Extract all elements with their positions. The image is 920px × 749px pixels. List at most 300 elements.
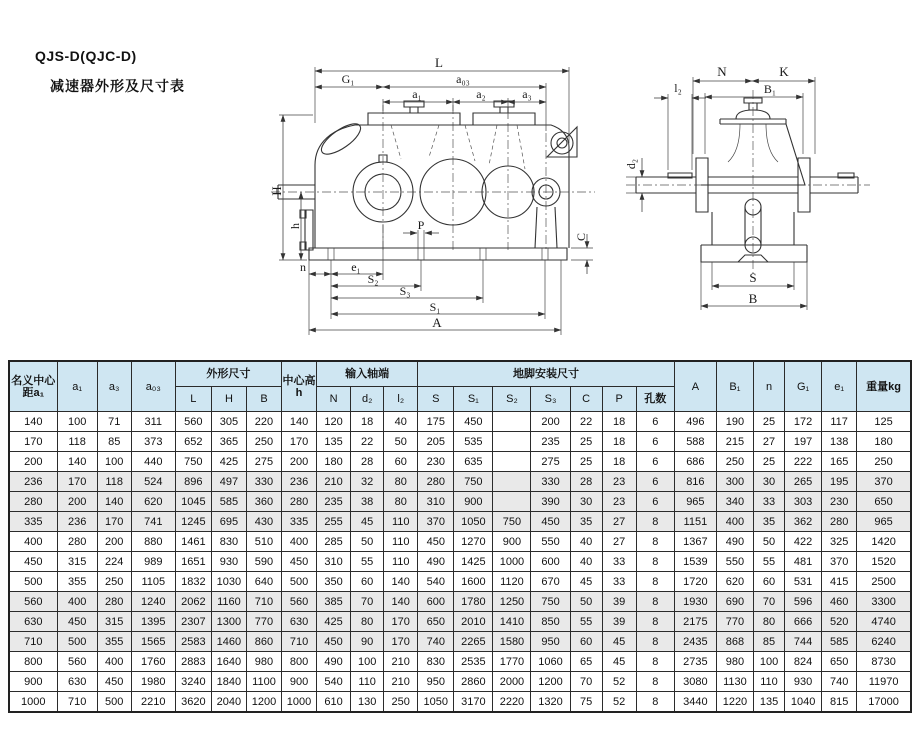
table-cell: 50	[570, 592, 602, 612]
table-cell: 65	[570, 652, 602, 672]
col-header-S2: S₂	[493, 387, 531, 412]
table-cell: 2000	[493, 672, 531, 692]
table-body	[9, 412, 911, 713]
col-header-B1: B₁	[716, 361, 753, 412]
table-cell: 197	[785, 432, 822, 452]
table-cell: 2883	[175, 652, 211, 672]
table-cell: 816	[674, 472, 716, 492]
table-cell: 210	[384, 672, 418, 692]
table-cell: 100	[753, 652, 784, 672]
col-header-A: A	[674, 361, 716, 412]
dim-label-a3: a₃	[522, 87, 532, 101]
col-header-nominal-center-distance: 名义中心距a₁	[9, 361, 57, 412]
table-row	[9, 472, 911, 492]
table-cell: 310	[317, 552, 351, 572]
table-cell: 1520	[857, 552, 911, 572]
table-cell: 400	[282, 532, 317, 552]
table-cell: 524	[131, 472, 175, 492]
table-cell: 35	[753, 512, 784, 532]
table-cell: 8	[636, 612, 674, 632]
table-cell: 1120	[493, 572, 531, 592]
table-cell: 390	[531, 492, 570, 512]
table-cell: 40	[570, 552, 602, 572]
dim-label-N: N	[717, 64, 727, 79]
table-cell: 25	[570, 432, 602, 452]
table-cell: 335	[9, 512, 57, 532]
table-cell: 335	[282, 512, 317, 532]
table-cell: 236	[9, 472, 57, 492]
table-cell: 3440	[674, 692, 716, 713]
table-cell: 450	[317, 632, 351, 652]
table-cell: 80	[384, 472, 418, 492]
table-cell: 195	[822, 472, 857, 492]
table-cell: 28	[351, 452, 384, 472]
table-cell: 1060	[531, 652, 570, 672]
table-cell: 450	[97, 672, 131, 692]
table-cell: 2860	[454, 672, 493, 692]
table-cell: 400	[716, 512, 753, 532]
table-cell	[493, 492, 531, 512]
table-cell: 900	[282, 672, 317, 692]
table-cell: 40	[570, 532, 602, 552]
table-cell: 496	[674, 412, 716, 432]
table-cell: 370	[857, 472, 911, 492]
table-cell: 666	[785, 612, 822, 632]
table-cell: 500	[9, 572, 57, 592]
table-cell: 22	[351, 432, 384, 452]
table-cell: 200	[97, 532, 131, 552]
table-cell: 210	[384, 652, 418, 672]
table-cell: 180	[317, 452, 351, 472]
table-cell: 45	[351, 512, 384, 532]
table-cell: 3080	[674, 672, 716, 692]
dim-label-n: n	[300, 260, 306, 274]
table-cell: 110	[351, 672, 384, 692]
table-cell: 50	[351, 532, 384, 552]
table-cell: 588	[674, 432, 716, 452]
end-view-centerlines	[626, 90, 870, 274]
table-cell: 250	[246, 432, 281, 452]
table-cell: 930	[785, 672, 822, 692]
table-cell: 310	[418, 492, 454, 512]
table-cell: 620	[131, 492, 175, 512]
table-cell: 868	[716, 632, 753, 652]
table-cell: 325	[822, 532, 857, 552]
table-cell: 280	[418, 472, 454, 492]
table-cell: 950	[531, 632, 570, 652]
table-cell: 740	[418, 632, 454, 652]
table-cell: 630	[57, 672, 97, 692]
table-cell: 6	[636, 412, 674, 432]
table-cell: 1151	[674, 512, 716, 532]
table-cell: 17000	[857, 692, 911, 713]
table-cell: 6	[636, 452, 674, 472]
table-cell: 450	[57, 612, 97, 632]
table-cell: 355	[97, 632, 131, 652]
table-cell: 481	[785, 552, 822, 572]
side-view-bolt-slots	[328, 230, 548, 260]
table-cell: 60	[351, 572, 384, 592]
col-header-S3: S₃	[531, 387, 570, 412]
table-cell: 560	[9, 592, 57, 612]
table-cell: 100	[351, 652, 384, 672]
table-cell: 45	[570, 572, 602, 592]
table-cell: 750	[454, 472, 493, 492]
table-cell: 540	[418, 572, 454, 592]
table-cell: 280	[9, 492, 57, 512]
table-cell: 52	[602, 692, 636, 713]
table-cell: 550	[531, 532, 570, 552]
table-cell: 650	[857, 492, 911, 512]
table-row	[9, 512, 911, 532]
dim-label-S1: S₁	[429, 300, 441, 314]
table-cell: 1420	[857, 532, 911, 552]
table-cell: 138	[822, 432, 857, 452]
table-cell: 600	[531, 552, 570, 572]
table-cell: 200	[282, 452, 317, 472]
table-cell: 280	[822, 512, 857, 532]
dim-label-L: L	[435, 55, 443, 70]
table-row	[9, 592, 911, 612]
table-cell: 340	[716, 492, 753, 512]
table-cell: 205	[418, 432, 454, 452]
table-cell: 1100	[246, 672, 281, 692]
table-cell: 6	[636, 432, 674, 452]
table-cell: 585	[211, 492, 246, 512]
table-cell: 85	[97, 432, 131, 452]
table-cell: 50	[753, 532, 784, 552]
table-cell: 40	[384, 412, 418, 432]
dim-label-a03: a₀₃	[456, 72, 470, 86]
table-cell: 650	[822, 652, 857, 672]
end-view-housing-outline	[636, 98, 858, 262]
table-cell: 1040	[785, 692, 822, 713]
table-cell: 45	[602, 632, 636, 652]
table-cell: 531	[785, 572, 822, 592]
table-cell: 305	[211, 412, 246, 432]
table-cell: 100	[57, 412, 97, 432]
table-cell: 1220	[716, 692, 753, 713]
table-cell: 190	[716, 412, 753, 432]
table-cell: 8	[636, 672, 674, 692]
table-cell: 1720	[674, 572, 716, 592]
col-header-a1: a₁	[57, 361, 97, 412]
table-cell: 8	[636, 692, 674, 713]
table-cell: 950	[418, 672, 454, 692]
table-cell: 710	[9, 632, 57, 652]
table-cell: 2535	[454, 652, 493, 672]
col-header-d2: d₂	[351, 387, 384, 412]
table-cell: 165	[822, 452, 857, 472]
dim-label-H: H	[269, 186, 284, 196]
table-cell	[493, 452, 531, 472]
dim-label-C: C	[574, 232, 588, 242]
table-cell: 2265	[454, 632, 493, 652]
table-cell: 70	[351, 592, 384, 612]
table-cell: 610	[317, 692, 351, 713]
table-row	[9, 692, 911, 713]
table-cell: 1410	[493, 612, 531, 632]
table-cell: 230	[418, 452, 454, 472]
table-cell: 235	[531, 432, 570, 452]
table-cell: 2062	[175, 592, 211, 612]
table-cell: 1000	[9, 692, 57, 713]
table-cell: 175	[418, 412, 454, 432]
table-cell: 640	[246, 572, 281, 592]
table-cell: 425	[211, 452, 246, 472]
table-cell: 350	[317, 572, 351, 592]
side-view-housing-outline	[278, 101, 577, 260]
table-cell: 600	[418, 592, 454, 612]
col-group-foundation-mounting: 地脚安装尺寸	[418, 361, 675, 387]
table-cell: 125	[857, 412, 911, 432]
dim-label-S: S	[749, 270, 757, 285]
col-header-L: L	[175, 387, 211, 412]
table-cell: 22	[570, 412, 602, 432]
col-header-a3: a₃	[97, 361, 131, 412]
table-cell: 965	[857, 512, 911, 532]
table-cell: 75	[570, 692, 602, 713]
table-cell: 2500	[857, 572, 911, 592]
col-header-N: N	[317, 387, 351, 412]
table-cell: 989	[131, 552, 175, 572]
table-cell: 930	[211, 552, 246, 572]
col-header-a03: a₀₃	[131, 361, 175, 412]
table-cell: 360	[246, 492, 281, 512]
table-cell: 140	[57, 452, 97, 472]
table-cell: 750	[175, 452, 211, 472]
table-cell: 650	[418, 612, 454, 632]
table-cell: 500	[97, 692, 131, 713]
dim-label-G1: G₁	[341, 72, 355, 86]
table-cell: 740	[822, 672, 857, 692]
table-cell: 2040	[211, 692, 246, 713]
col-group-outline-size: 外形尺寸	[175, 361, 281, 387]
table-cell: 330	[531, 472, 570, 492]
table-cell: 900	[9, 672, 57, 692]
table-cell	[493, 432, 531, 452]
table-cell: 1045	[175, 492, 211, 512]
table-cell: 630	[282, 612, 317, 632]
table-cell: 300	[716, 472, 753, 492]
table-cell: 285	[317, 532, 351, 552]
table-cell: 4740	[857, 612, 911, 632]
table-cell: 800	[282, 652, 317, 672]
table-cell: 52	[602, 672, 636, 692]
dimension-table	[8, 360, 912, 713]
table-cell: 1367	[674, 532, 716, 552]
table-cell: 215	[716, 432, 753, 452]
table-cell: 8730	[857, 652, 911, 672]
table-cell: 200	[57, 492, 97, 512]
table-cell: 170	[9, 432, 57, 452]
table-cell: 265	[785, 472, 822, 492]
table-cell: 38	[351, 492, 384, 512]
table-cell: 1425	[454, 552, 493, 572]
table-cell: 385	[317, 592, 351, 612]
table-cell: 180	[857, 432, 911, 452]
table-cell: 830	[418, 652, 454, 672]
table-cell: 1250	[493, 592, 531, 612]
table-cell: 422	[785, 532, 822, 552]
table-cell: 170	[384, 632, 418, 652]
dim-label-A: A	[432, 315, 442, 330]
table-cell: 815	[822, 692, 857, 713]
table-cell: 1200	[246, 692, 281, 713]
table-cell: 1245	[175, 512, 211, 532]
table-cell: 118	[57, 432, 97, 452]
col-header-G1: G₁	[785, 361, 822, 412]
table-cell: 750	[493, 512, 531, 532]
table-cell: 1461	[175, 532, 211, 552]
table-cell: 8	[636, 572, 674, 592]
table-cell: 135	[753, 692, 784, 713]
table-cell: 355	[57, 572, 97, 592]
table-cell: 250	[97, 572, 131, 592]
table-cell: 710	[57, 692, 97, 713]
table-cell: 200	[9, 452, 57, 472]
table-cell: 652	[175, 432, 211, 452]
table-cell: 1640	[211, 652, 246, 672]
table-cell: 510	[246, 532, 281, 552]
table-cell: 550	[716, 552, 753, 572]
table-cell: 236	[282, 472, 317, 492]
table-cell: 140	[9, 412, 57, 432]
table-cell: 980	[246, 652, 281, 672]
table-cell: 1780	[454, 592, 493, 612]
table-cell: 980	[716, 652, 753, 672]
table-cell: 362	[785, 512, 822, 532]
table-cell: 460	[822, 592, 857, 612]
col-group-input-shaft: 输入轴端	[317, 361, 418, 387]
table-cell: 500	[282, 572, 317, 592]
table-cell: 1050	[418, 692, 454, 713]
table-cell: 535	[454, 432, 493, 452]
table-row	[9, 432, 911, 452]
table-cell: 200	[531, 412, 570, 432]
col-header-S: S	[418, 387, 454, 412]
table-cell: 8	[636, 532, 674, 552]
table-cell: 60	[570, 632, 602, 652]
table-cell: 170	[282, 432, 317, 452]
table-cell: 1832	[175, 572, 211, 592]
dim-label-e1: e₁	[351, 260, 361, 274]
table-cell: 170	[57, 472, 97, 492]
table-cell: 497	[211, 472, 246, 492]
table-cell: 60	[384, 452, 418, 472]
table-cell: 303	[785, 492, 822, 512]
table-cell: 1600	[454, 572, 493, 592]
table-cell: 80	[351, 612, 384, 632]
table-cell: 110	[384, 532, 418, 552]
table-cell: 896	[175, 472, 211, 492]
table-cell: 71	[97, 412, 131, 432]
table-cell: 33	[753, 492, 784, 512]
table-cell: 28	[570, 472, 602, 492]
table-cell: 450	[282, 552, 317, 572]
table-cell: 880	[131, 532, 175, 552]
table-cell: 370	[822, 552, 857, 572]
col-header-B: B	[246, 387, 281, 412]
table-cell: 1240	[131, 592, 175, 612]
table-cell: 50	[384, 432, 418, 452]
table-cell: 824	[785, 652, 822, 672]
table-cell: 250	[857, 452, 911, 472]
col-header-C: C	[570, 387, 602, 412]
table-cell: 140	[384, 572, 418, 592]
table-cell: 1130	[716, 672, 753, 692]
table-cell: 25	[753, 452, 784, 472]
table-cell: 3170	[454, 692, 493, 713]
table-cell: 2220	[493, 692, 531, 713]
table-cell: 70	[753, 592, 784, 612]
table-cell: 490	[716, 532, 753, 552]
table-cell: 1270	[454, 532, 493, 552]
table-row	[9, 612, 911, 632]
table-cell: 60	[753, 572, 784, 592]
table-cell: 8	[636, 632, 674, 652]
table-cell: 315	[57, 552, 97, 572]
dim-label-a1: a₁	[412, 87, 422, 101]
table-cell: 965	[674, 492, 716, 512]
table-cell: 1565	[131, 632, 175, 652]
table-cell: 135	[317, 432, 351, 452]
table-cell: 25	[570, 452, 602, 472]
table-cell: 450	[454, 412, 493, 432]
page-title-model: QJS-D(QJC-D)	[35, 48, 137, 64]
table-cell: 210	[317, 472, 351, 492]
table-cell: 110	[753, 672, 784, 692]
table-cell: 750	[531, 592, 570, 612]
table-cell: 400	[57, 592, 97, 612]
col-header-e1: e₁	[822, 361, 857, 412]
table-cell: 70	[570, 672, 602, 692]
table-cell: 1395	[131, 612, 175, 632]
table-cell: 2010	[454, 612, 493, 632]
table-cell: 630	[9, 612, 57, 632]
col-header-center-height: 中心高h	[282, 361, 317, 412]
table-cell: 585	[822, 632, 857, 652]
dim-label-B: B	[748, 291, 758, 306]
table-cell: 1930	[674, 592, 716, 612]
table-cell: 330	[246, 472, 281, 492]
table-cell: 8	[636, 512, 674, 532]
table-cell: 520	[822, 612, 857, 632]
dim-label-l2: l₂	[674, 81, 682, 95]
page-title-caption: 减速器外形及尺寸表	[50, 78, 185, 94]
table-cell: 45	[602, 652, 636, 672]
col-header-l2: l₂	[384, 387, 418, 412]
table-cell: 1539	[674, 552, 716, 572]
table-cell: 280	[97, 592, 131, 612]
table-row	[9, 412, 911, 432]
table-cell: 1000	[493, 552, 531, 572]
dim-label-B1: B₁	[763, 82, 777, 96]
table-row	[9, 452, 911, 472]
table-cell: 25	[753, 412, 784, 432]
table-cell: 3300	[857, 592, 911, 612]
dim-label-S3: S₃	[399, 284, 411, 298]
table-cell: 1105	[131, 572, 175, 592]
table-row	[9, 652, 911, 672]
table-row	[9, 672, 911, 692]
table-cell: 770	[716, 612, 753, 632]
table-cell: 900	[493, 532, 531, 552]
reducer-end-view-drawing	[618, 46, 918, 321]
table-cell: 400	[9, 532, 57, 552]
table-cell: 2175	[674, 612, 716, 632]
table-cell: 1000	[282, 692, 317, 713]
